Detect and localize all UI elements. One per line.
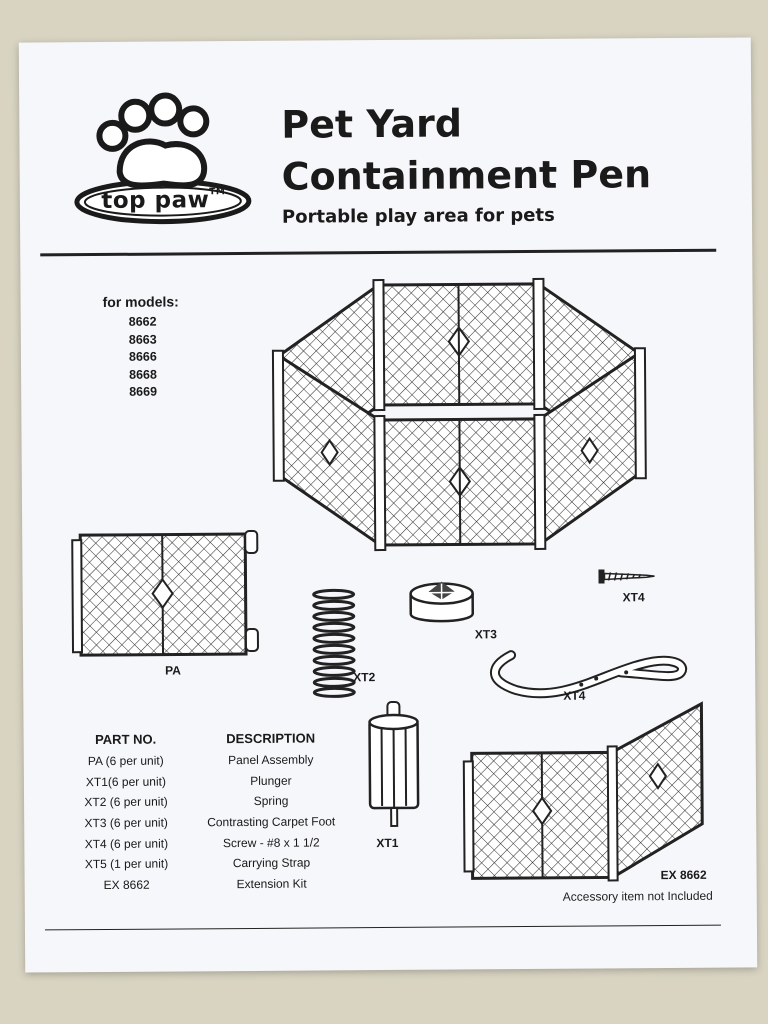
page-subtitle: Portable play area for pets [281,204,555,228]
model-number: 8668 [129,367,157,382]
table-header [82,725,372,751]
part-number: XT1(6 per unit) [85,774,166,790]
label-xt4-strap: XT4 [563,688,586,703]
models-list [103,293,180,401]
part-description: Panel Assembly [228,752,314,768]
spring-illustration [309,588,360,698]
part-description: Plunger [250,773,292,788]
label-xt2: XT2 [353,670,376,685]
table-row [83,873,373,896]
label-pa: PA [165,663,181,678]
table-row [82,770,372,793]
table-row [82,749,372,772]
table-row [82,852,372,875]
part-description: Carrying Strap [232,855,311,871]
part-number: XT3 (6 per unit) [84,815,168,831]
part-description: Contrasting Carpet Foot [207,814,336,830]
pet-pen-illustration [258,278,660,551]
extension-kit-illustration [461,702,712,884]
model-number: 8663 [128,332,157,347]
brand-logo-text: top paw™ [101,187,226,214]
model-number: 8666 [128,349,157,364]
label-xt4-screw: XT4 [622,590,645,605]
label-ex8662: EX 8662 [660,867,707,883]
table-row [82,790,372,813]
part-number: XT2 (6 per unit) [84,795,168,810]
model-number: 8669 [129,384,158,399]
screw-illustration [596,566,656,586]
part-number: PA (6 per unit) [87,753,164,769]
footer-divider [45,925,721,931]
model-number: 8662 [128,314,157,329]
page-title: Pet Yard Containment Pen [281,101,652,199]
label-xt1: XT1 [376,835,399,851]
label-xt3: XT3 [474,627,497,642]
carrying-strap-illustration [481,644,691,705]
part-number: EX 8662 [103,877,150,892]
parts-table [82,725,373,895]
panel-assembly-illustration [70,529,261,660]
instruction-sheet [19,37,757,972]
header-divider [40,249,716,257]
part-description: Screw - #8 x 1 1/2 [222,835,320,850]
column-header: PART NO. [94,731,157,747]
models-heading: for models: [102,293,179,310]
carpet-foot-illustration [406,575,476,625]
part-description: Spring [253,794,289,809]
part-number: XT4 (6 per unit) [84,836,169,851]
table-row [82,811,372,834]
table-row [82,831,372,854]
accessory-note: Accessory item not Included [562,888,713,904]
part-number: XT5 (1 per unit) [84,856,169,872]
column-header: DESCRIPTION [226,730,316,746]
part-description: Extension Kit [236,876,307,891]
